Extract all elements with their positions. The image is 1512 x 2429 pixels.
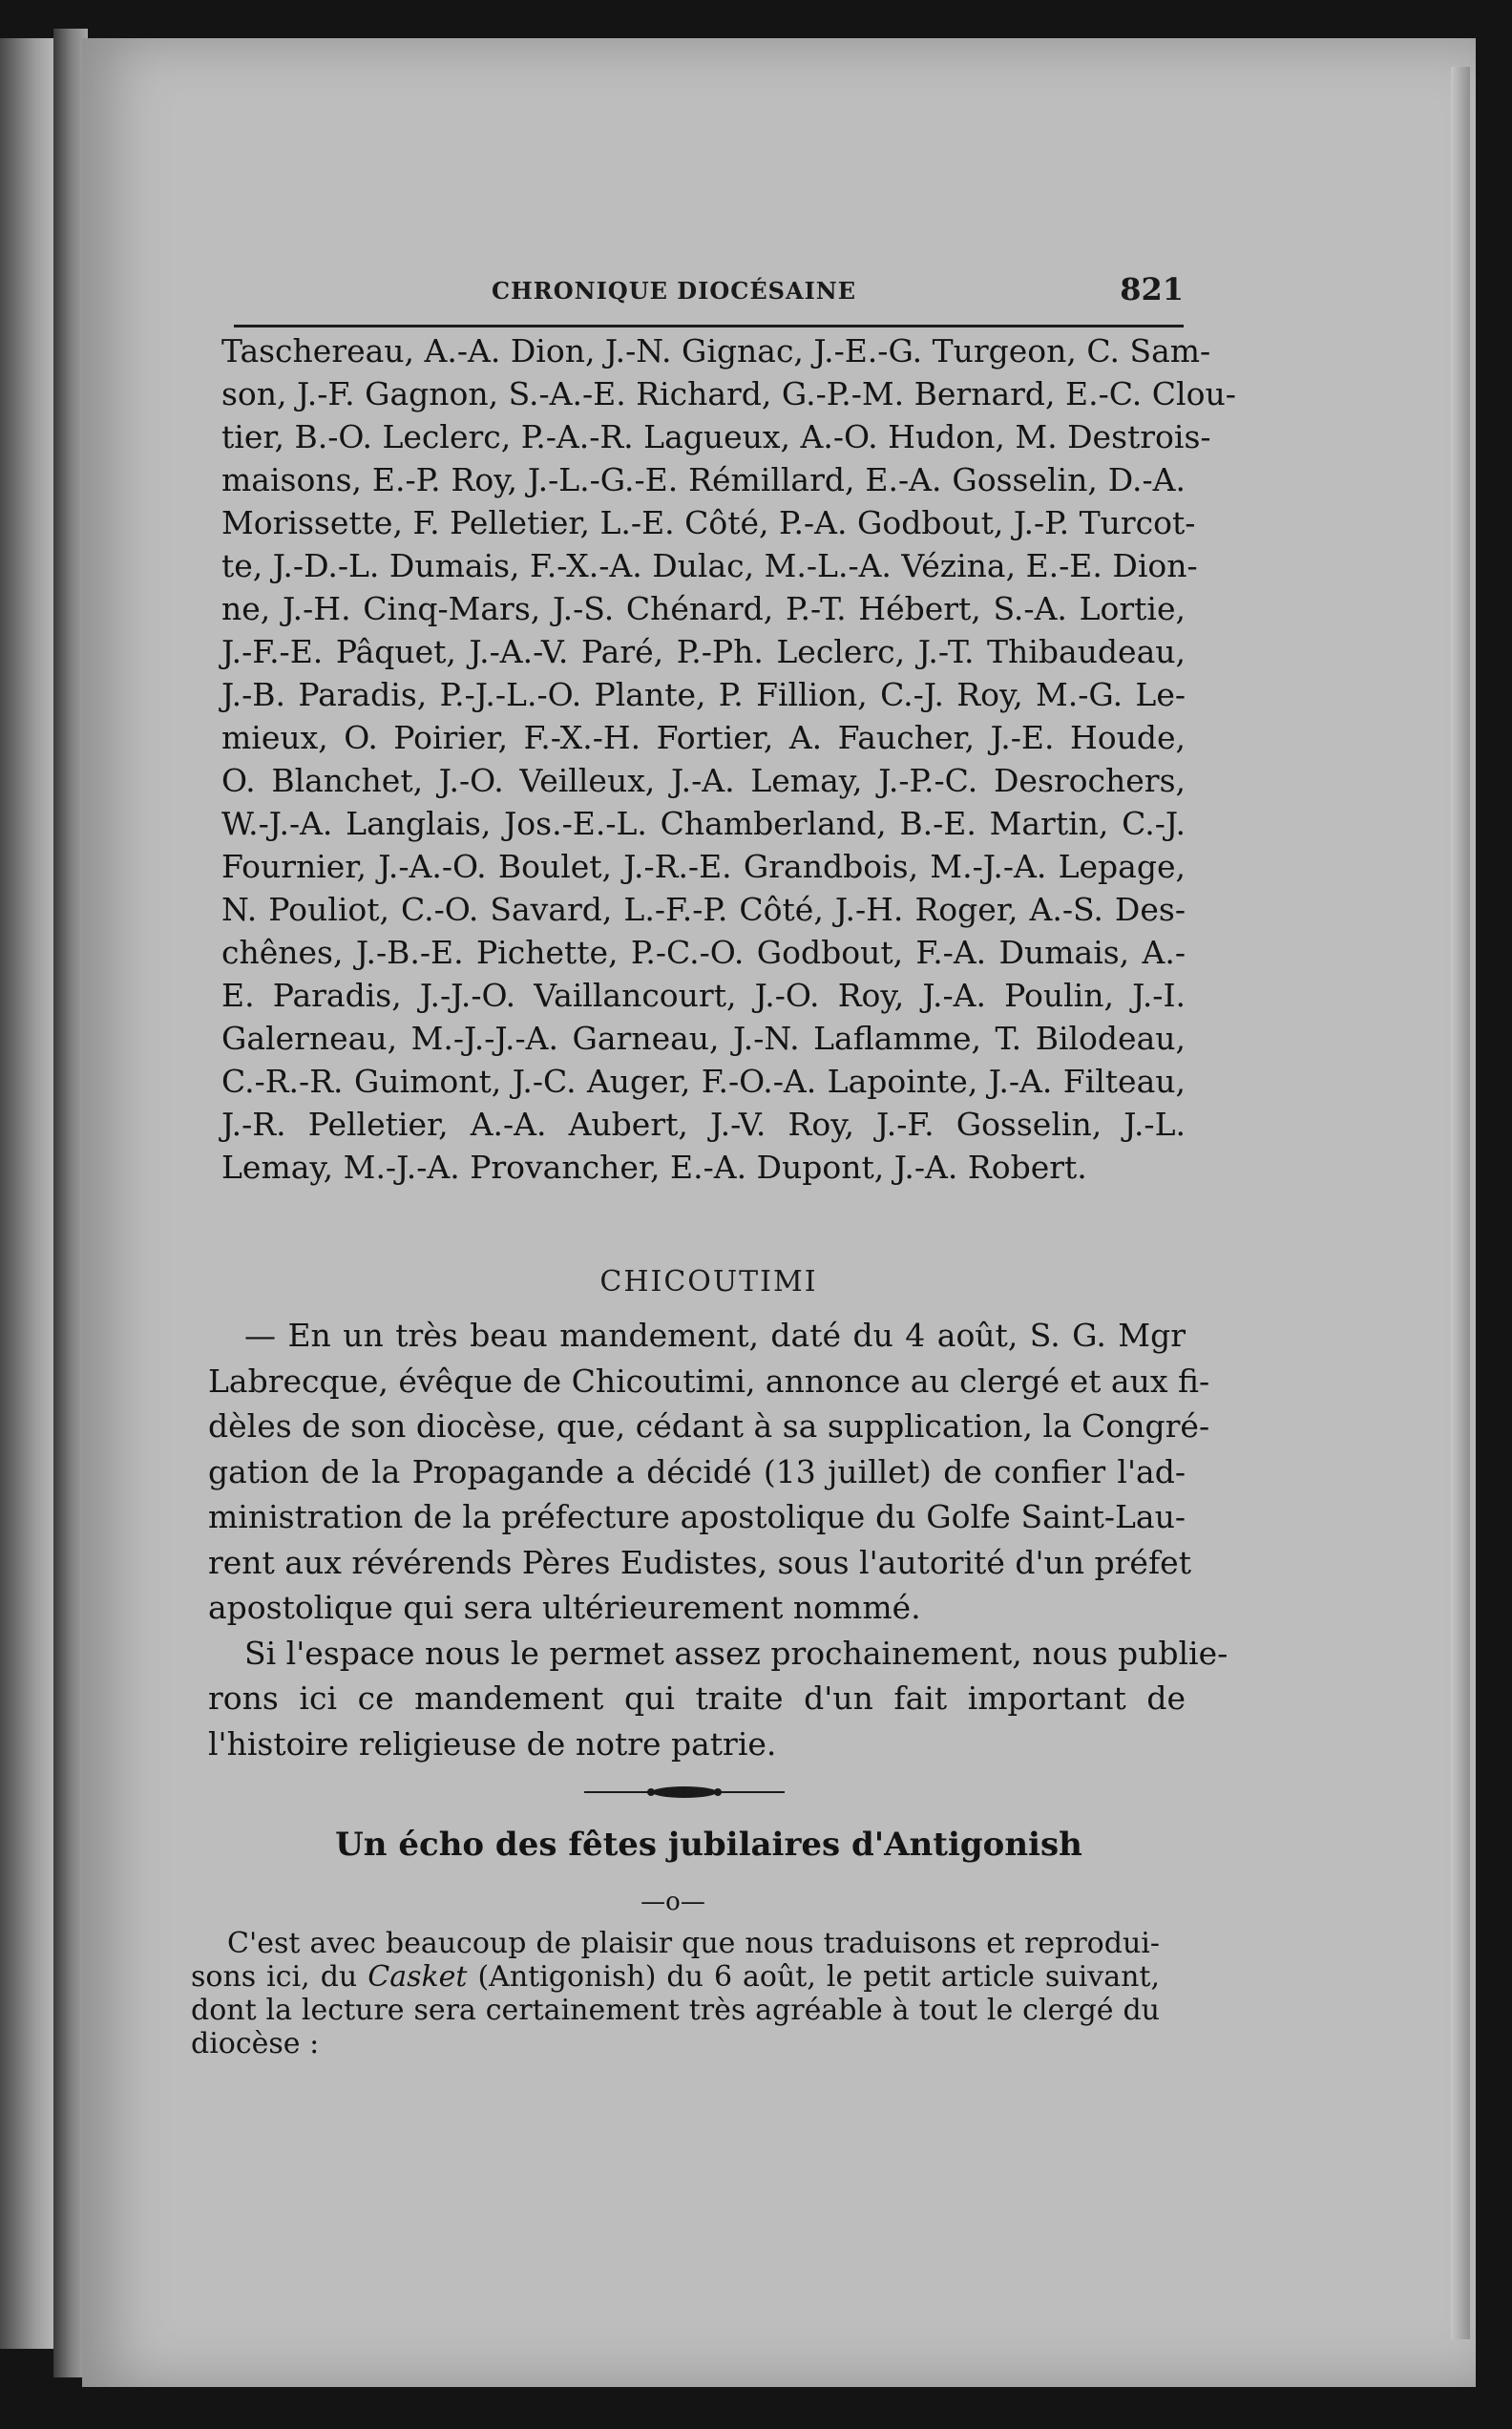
intro-line: dont la lecture sera certainement très agréable à tout le clergé du [191,1994,1160,2027]
names-line: J.-B. Paradis, P.-J.-L.-O. Plante, P. Fillion, C.-J. Roy, M.-G. Le- [221,676,1186,713]
section-title-chicoutimi: CHICOUTIMI [599,1265,818,1299]
chicoutimi-line: rent aux révérends Pères Eudistes, sous l'autorité d'un préfet [208,1543,1191,1581]
intro-line-2 [191,1960,1160,1994]
names-line: Fournier, J.-A.-O. Boulet, J.-R.-E. Grandbois, M.-J.-A. Lepage, [221,848,1186,885]
chicoutimi-line: dèles de son diocèse, que, cédant à sa supplication, la Congré- [208,1407,1210,1445]
names-line: mieux, O. Poirier, F.-X.-H. Fortier, A. Faucher, J.-E. Houde, [221,719,1186,756]
names-line: J.-R. Pelletier, A.-A. Aubert, J.-V. Roy, J.-F. Gosselin, J.-L. [221,1106,1186,1143]
page-right-edge [1451,67,1470,2339]
chicoutimi-line: Labrecque, évêque de Chicoutimi, annonce au clergé et aux fi- [208,1362,1210,1400]
small-separator: —o— [640,1888,705,1916]
clergy-names-list [221,329,1236,1189]
names-line: W.-J.-A. Langlais, Jos.-E.-L. Chamberland, B.-E. Martin, C.-J. [221,805,1186,842]
chicoutimi-line: ministration de la préfecture apostolique du Golfe Saint-Lau- [208,1498,1186,1535]
names-line: tier, B.-O. Leclerc, P.-A.-R. Lagueux, A.-O. Hudon, M. Destrois- [221,418,1211,455]
running-head: CHRONIQUE DIOCÉSAINE [492,277,857,305]
chicoutimi-line: gation de la Propagande a décidé (13 juillet) de confier l'ad- [208,1452,1186,1490]
names-line: ne, J.-H. Cinq-Mars, J.-S. Chénard, P.-T. Hébert, S.-A. Lortie, [221,590,1186,627]
intro-line-2-start: sons ici, du [191,1960,368,1994]
ornament-divider [584,1781,785,1804]
chicoutimi-line: Si l'espace nous le permet assez prochainement, nous publie- [244,1634,1228,1672]
chicoutimi-line: l'histoire religieuse de notre patrie. [208,1724,777,1763]
names-line: E. Paradis, J.-J.-O. Vaillancourt, J.-O. Roy, J.-A. Poulin, J.-I. [221,977,1186,1014]
names-line: N. Pouliot, C.-O. Savard, L.-F.-P. Côté, J.-H. Roger, A.-S. Des- [221,891,1186,928]
page-header [234,267,1184,327]
names-line: Taschereau, A.-A. Dion, J.-N. Gignac, J.-E.-G. Turgeon, C. Sam- [221,332,1211,370]
page-number: 821 [1120,271,1184,307]
names-line: Galerneau, M.-J.-J.-A. Garneau, J.-N. Laflamme, T. Bilodeau, [221,1020,1186,1057]
chicoutimi-line: — En un très beau mandement, daté du 4 août, S. G. Mgr [244,1317,1186,1354]
names-line: te, J.-D.-L. Dumais, F.-X.-A. Dulac, M.-L.-A. Vézina, E.-E. Dion- [221,547,1198,584]
names-line: O. Blanchet, J.-O. Veilleux, J.-A. Lemay, J.-P.-C. Desrochers, [221,762,1186,799]
names-line: chênes, J.-B.-E. Pichette, P.-C.-O. Godbout, F.-A. Dumais, A.- [221,934,1186,971]
intro-line-2-rest: (Antigonish) du 6 août, le petit article suivant, [467,1960,1160,1994]
names-line: C.-R.-R. Guimont, J.-C. Auger, F.-O.-A. Lapointe, J.-A. Filteau, [221,1063,1186,1100]
names-line: maisons, E.-P. Roy, J.-L.-G.-E. Rémillard, E.-A. Gosselin, D.-A. [221,461,1186,498]
casket-title: Casket [368,1960,468,1994]
chicoutimi-line: rons ici ce mandement qui traite d'un fait important de [208,1679,1186,1717]
intro-line: C'est avec beaucoup de plaisir que nous traduisons et reprodui- [227,1927,1160,1960]
names-line: son, J.-F. Gagnon, S.-A.-E. Richard, G.-P.-M. Bernard, E.-C. Clou- [221,375,1236,412]
names-line: J.-F.-E. Pâquet, J.-A.-V. Paré, P.-Ph. Leclerc, J.-T. Thibaudeau, [221,633,1186,670]
previous-page-edge [0,38,57,2349]
article-intro [191,1927,1160,2060]
chicoutimi-line: apostolique qui sera ultérieurement nommé. [208,1589,921,1626]
names-line: Morissette, F. Pelletier, L.-E. Côté, P.-A. Godbout, J.-P. Turcot- [221,504,1196,541]
intro-line: diocèse : [191,2027,320,2060]
chicoutimi-paragraphs [208,1313,1228,1766]
names-line-last: Lemay, M.-J.-A. Provancher, E.-A. Dupont, J.-A. Robert. [221,1149,1087,1186]
article-title: Un écho des fêtes jubilaires d'Antigonish [335,1826,1082,1864]
